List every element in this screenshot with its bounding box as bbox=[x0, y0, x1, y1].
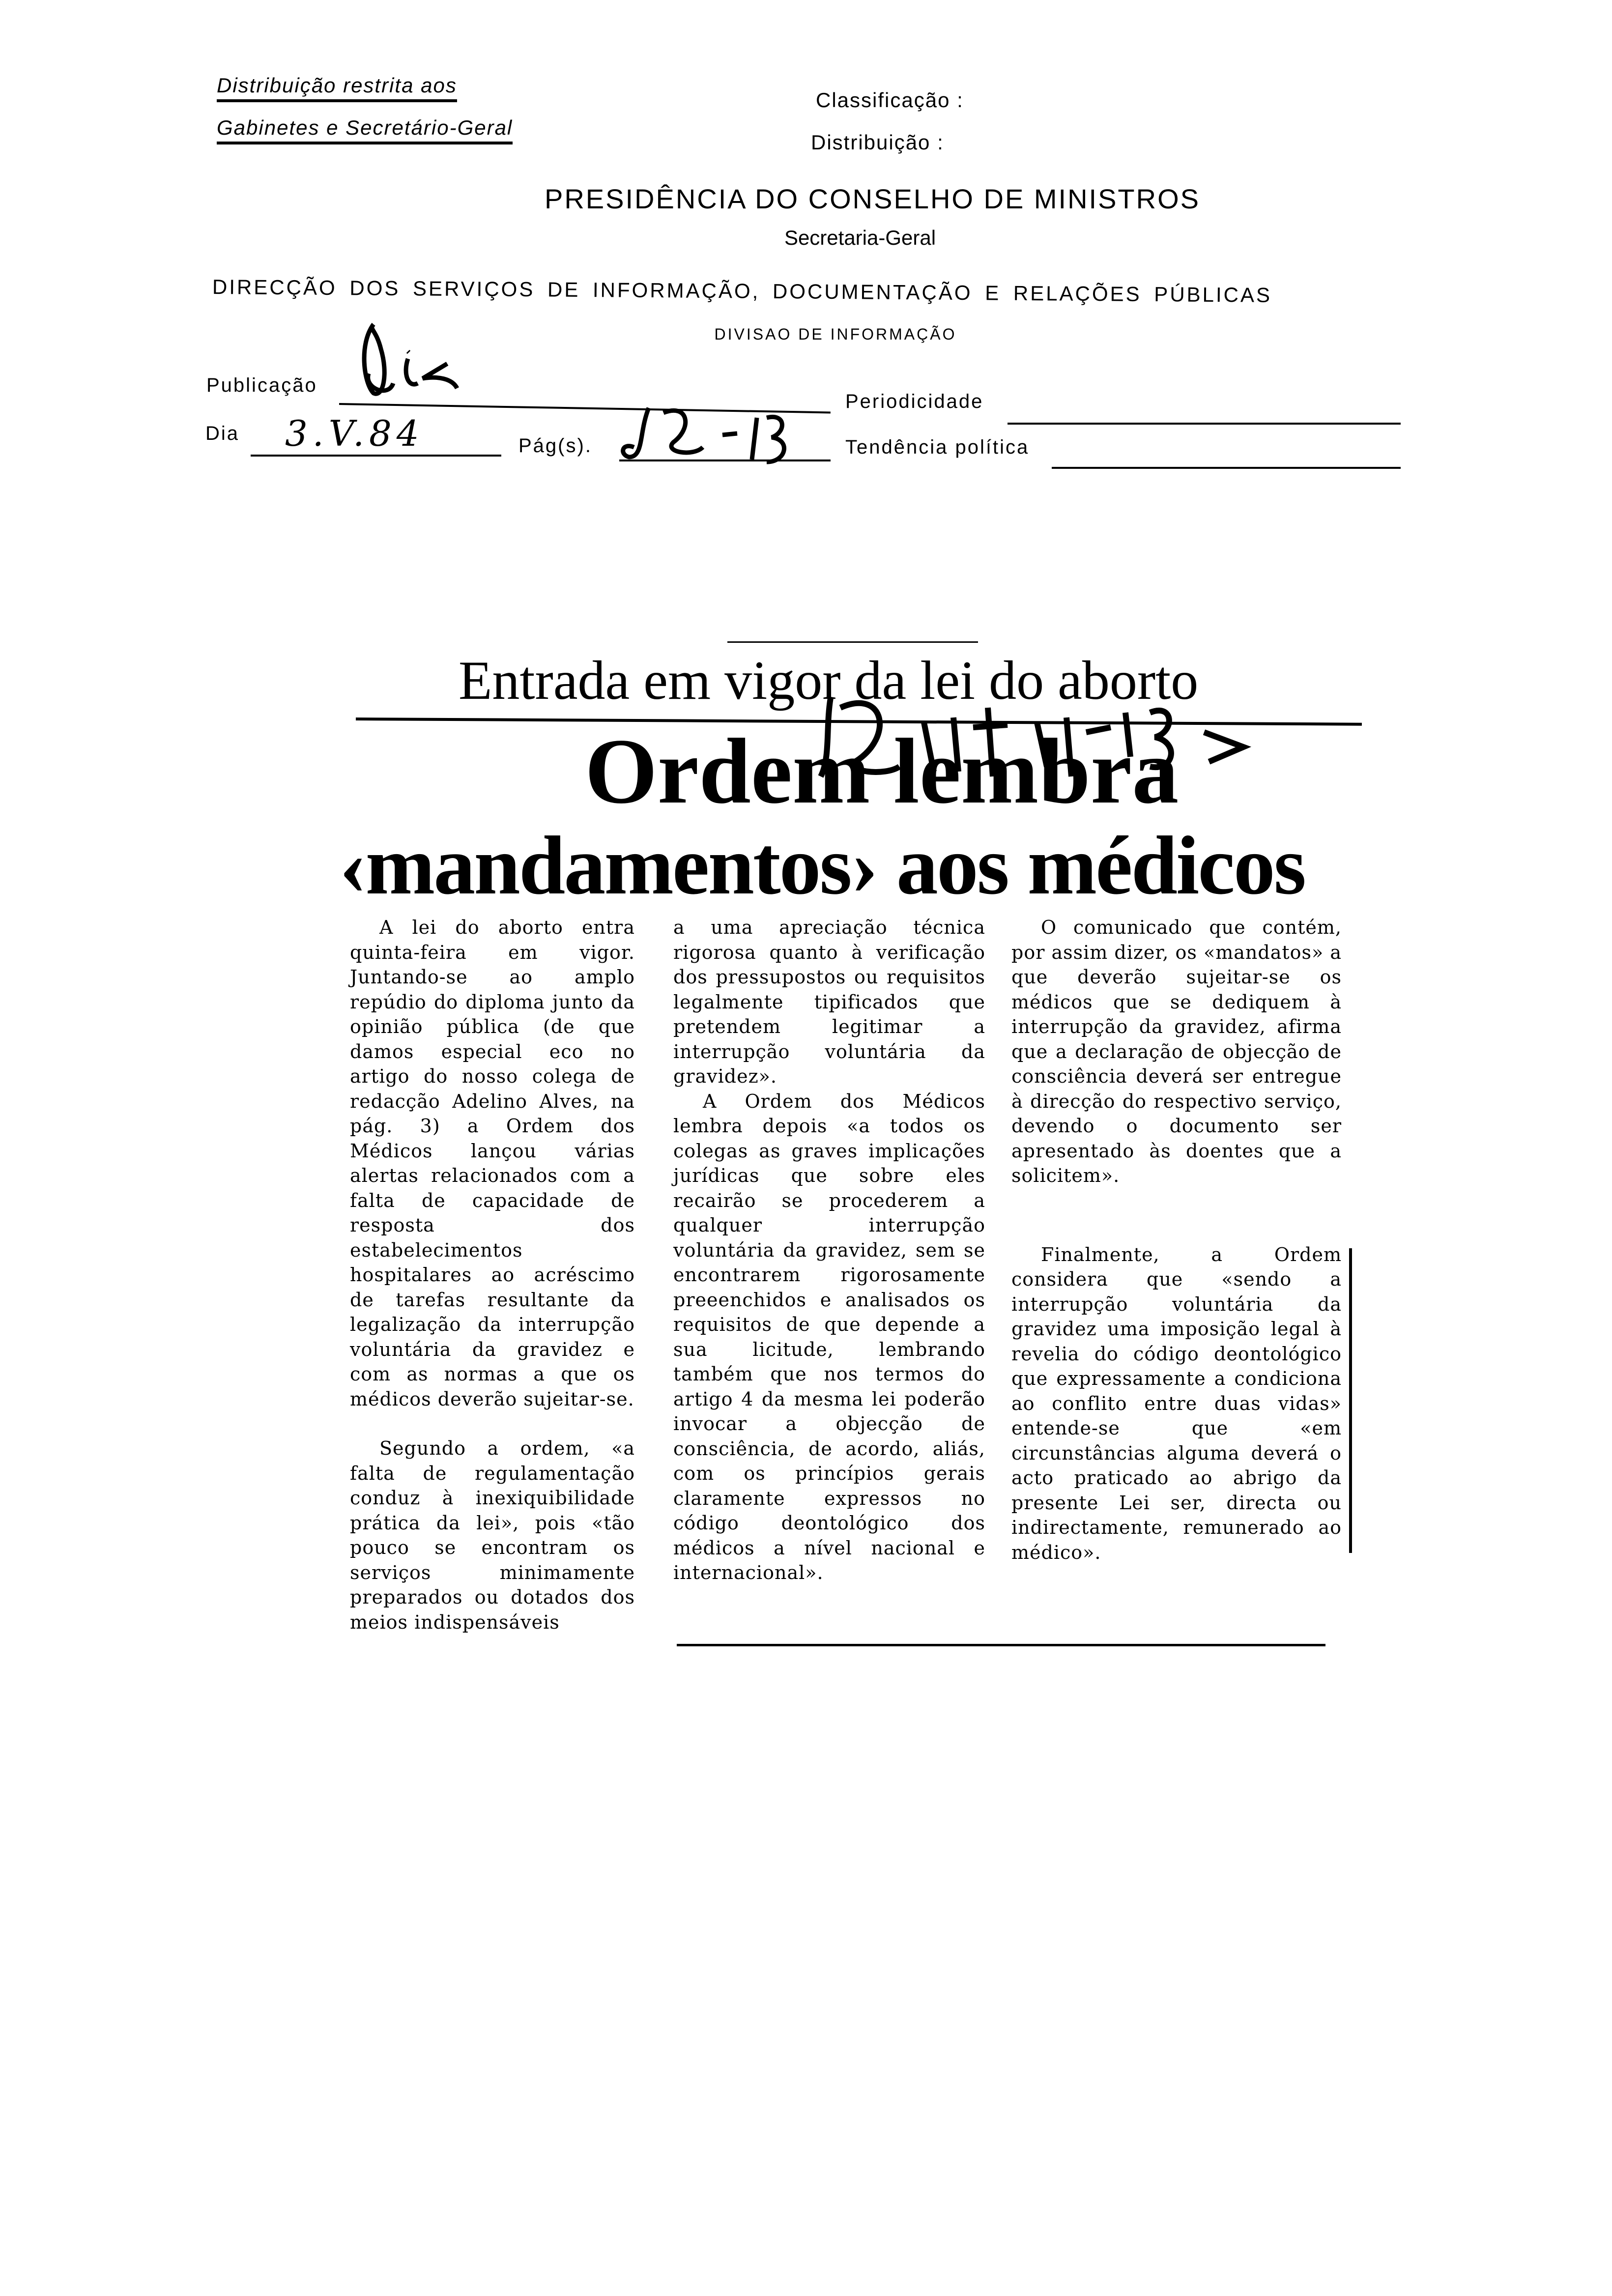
paragraph: Finalmente, a Ordem considera que «sendo a interrupção voluntária da gravidez uma imposição legal à revelia do código deontológico que expressamente a condiciona ao conflito entre duas vidas» entende-se que «em circunstâncias alguma deverá o acto praticado ao abrigo da presente Lei ser, directa ou indirectamente, remunerado ao médico». bbox=[1011, 1243, 1342, 1563]
article-title-line-1: Ordem lembra bbox=[585, 720, 1179, 823]
org-title: PRESIDÊNCIA DO CONSELHO DE MINISTROS bbox=[545, 183, 1200, 214]
pags-label: Pág(s). bbox=[518, 435, 592, 457]
restriction-line-1: Distribuição restrita aos bbox=[217, 74, 457, 102]
direccao-title: DIRECÇÃO DOS SERVIÇOS DE INFORMAÇÃO, DOCUMENTAÇÃO E RELAÇÕES PÚBLICAS bbox=[212, 275, 1272, 307]
pags-handwriting bbox=[619, 393, 840, 472]
dia-handwritten-value: 3.V.84 bbox=[285, 413, 424, 454]
article-column-2 bbox=[673, 915, 985, 1585]
dia-field[interactable] bbox=[251, 455, 501, 457]
article-column-3 bbox=[1011, 915, 1342, 1565]
article-kicker: Entrada em vigor da lei do aborto bbox=[459, 650, 1199, 711]
tendencia-field[interactable] bbox=[1052, 467, 1401, 469]
paragraph: O comunicado que contém, por assim dizer, os «mandatos» a que deverão sujeitar-se os médicos que se dediquem à interrupção da gravidez, afirma que a declaração de objecção de consciência deverá ser entregue à direcção do respectivo serviço, devendo o documento ser apresentado às doentes que a solicitem». bbox=[1011, 917, 1342, 1186]
periodicidade-field[interactable] bbox=[1008, 423, 1401, 425]
distribuicao-label: Distribuição : bbox=[811, 131, 944, 154]
paragraph: a uma apreciação técnica rigorosa quanto à verificação dos pressupostos ou requisitos legalmente tipificados que pretendem legitimar a interrupção voluntária da gravidez». bbox=[673, 917, 985, 1087]
restriction-line-2: Gabinetes e Secretário-Geral bbox=[217, 116, 513, 144]
column-rule bbox=[1349, 1248, 1352, 1553]
divisao-title: DIVISAO DE INFORMAÇÃO bbox=[714, 325, 957, 343]
classificacao-label: Classificação : bbox=[816, 88, 964, 112]
dia-label: Dia bbox=[205, 423, 240, 444]
article-column-1 bbox=[350, 915, 635, 1635]
publicacao-label: Publicação bbox=[206, 374, 317, 396]
article-end-rule bbox=[677, 1644, 1325, 1646]
secretaria-title: Secretaria-Geral bbox=[784, 226, 936, 249]
publicacao-handwriting bbox=[354, 315, 511, 398]
paragraph: A Ordem dos Médicos lembra depois «a todos os colegas as graves implicações jurídicas que sobre eles recairão se procederem a qualquer interrupção voluntária da gravidez, sem se encontrarem rigorosamente preeenchidos e analisados os requisitos de que depende a sua licitude, lembrando também que nos termos do artigo 4 da mesma lei poderão invocar a objecção de consciência, de acordo, aliás, com os princípios gerais claramente expressos no código deontológico dos médicos a nível nacional e internacional». bbox=[673, 1090, 985, 1583]
paragraph: Segundo a ordem, «a falta de regulamentação conduz à inexiquibilidade prática da lei», pois «tão pouco se encontram os serviços minimamente preparados ou dotados dos meios indispensáveis bbox=[350, 1437, 635, 1633]
article-title-line-2: ‹mandamentos› aos médicos bbox=[339, 819, 1305, 912]
divider bbox=[727, 641, 978, 643]
periodicidade-label: Periodicidade bbox=[845, 391, 984, 412]
tendencia-label: Tendência política bbox=[845, 436, 1030, 458]
paragraph: A lei do aborto entra quinta-feira em vigor. Juntando-se ao amplo repúdio do diploma junto da opinião pública (de que damos especial eco no artigo do nosso colega de redacção Adelino Alves, na pág. 3) a Ordem dos Médicos lançou várias alertas relacionados com a falta de capacidade de resposta dos estabelecimentos hospitalares ao acréscimo de tarefas resultante da legalização da interrupção voluntária da gravidez e com as normas a que os médicos deverão sujeitar-se. bbox=[350, 917, 635, 1410]
